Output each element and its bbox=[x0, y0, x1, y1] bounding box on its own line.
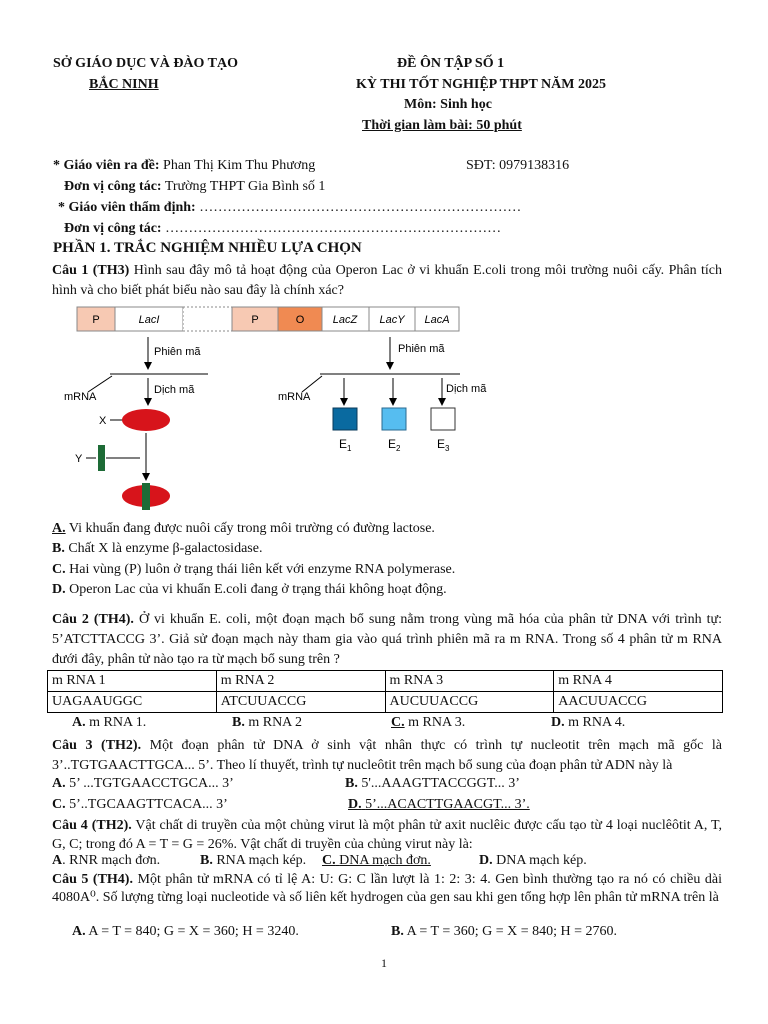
department-title: SỞ GIÁO DỤC VÀ ĐÀO TẠO bbox=[53, 56, 239, 71]
mrna-header-3: m RNA 3 bbox=[385, 671, 554, 692]
e1-label bbox=[339, 437, 352, 453]
q2-option-a bbox=[72, 715, 146, 731]
question-4-text: Vật chất di truyền của một chủng virut là một phân tử axit nuclêic được cấu tạo từ 4 loại nuclêôtit A, T, G, C; trong đó A = T = G = 26%. Vật chất di truyền của chủng virut này là: bbox=[52, 818, 723, 852]
q4-option-b-text: RNA mạch kép. bbox=[216, 853, 307, 868]
e1-letter: E bbox=[339, 437, 348, 451]
gene-label-lacy: LacY bbox=[379, 314, 405, 326]
q2-option-d-key: D. bbox=[551, 715, 565, 730]
e1-subscript: 1 bbox=[347, 444, 352, 453]
mrna-header-1: m RNA 1 bbox=[48, 671, 217, 692]
q4-option-c bbox=[322, 853, 431, 869]
unit2-line bbox=[64, 221, 501, 237]
q3-option-c bbox=[52, 797, 228, 813]
page-number: 1 bbox=[381, 956, 387, 970]
q4-option-d-key: D. bbox=[479, 853, 493, 868]
question-5 bbox=[52, 871, 722, 907]
mrna-value-2: ATCUUACCG bbox=[216, 692, 385, 713]
q2-option-d bbox=[551, 715, 625, 731]
reviewer-dots: …………………………………………………………… bbox=[199, 200, 522, 215]
right-transcription-arrowhead bbox=[386, 362, 394, 370]
question-2-label: Câu 2 (TH4). bbox=[52, 612, 134, 627]
question-2 bbox=[52, 610, 722, 670]
mrna-table-value-row bbox=[48, 692, 723, 713]
e2-arrowhead bbox=[389, 398, 397, 406]
question-3-text: Một đoạn phân tử DNA ở sinh vật nhân thực có trình tự nucleotit trên mạch mã gốc là 3’..TGTGAACTTGCA... 5’. Theo lí thuyết, trình tự nucleôtit trên mạch bổ sung của đoạn phân tử ADN này là bbox=[52, 738, 722, 773]
mrna-value-1: UAGAAUGGC bbox=[48, 692, 217, 713]
reviewer-line bbox=[58, 200, 521, 216]
operon-lac-diagram bbox=[50, 300, 510, 515]
teacher-line bbox=[53, 158, 315, 174]
q3-option-d bbox=[348, 797, 530, 813]
question-1-label: Câu 1 (TH3) bbox=[52, 263, 130, 278]
q3-option-b-text: 5'...AAAGTTACCGGT... 3’ bbox=[361, 776, 520, 791]
q5-option-b bbox=[391, 924, 617, 940]
q1-option-c-key: C. bbox=[52, 562, 66, 577]
q1-option-d-key: D. bbox=[52, 582, 66, 597]
q5-option-b-text: A = T = 360; G = X = 840; H = 2760. bbox=[406, 924, 618, 939]
question-1 bbox=[52, 261, 722, 301]
e3-letter: E bbox=[437, 437, 446, 451]
inducer-y bbox=[98, 445, 105, 471]
section-title: PHẦN 1. TRẮC NGHIỆM NHIỀU LỰA CHỌN bbox=[53, 240, 362, 256]
e1-arrowhead bbox=[340, 398, 348, 406]
e3-label bbox=[437, 437, 450, 453]
gene-label-o: O bbox=[295, 314, 305, 326]
mrna-table-header-row bbox=[48, 671, 723, 692]
q2-option-a-key: A. bbox=[72, 715, 86, 730]
left-transcription-label: Phiên mã bbox=[154, 346, 201, 358]
q1-option-c bbox=[52, 562, 455, 578]
q4-option-a-text: . RNR mạch đơn. bbox=[62, 853, 161, 868]
left-transcription-arrowhead bbox=[144, 362, 152, 370]
q2-option-c bbox=[391, 715, 465, 731]
q5-option-a-key: A. bbox=[72, 924, 86, 939]
unit2-dots: ……………………………………………………………… bbox=[165, 221, 502, 236]
q1-option-c-text: Hai vùng (P) luôn ở trạng thái liên kết với enzyme RNA polymerase. bbox=[69, 562, 456, 577]
q5-option-a-text: A = T = 840; G = X = 360; H = 3240. bbox=[88, 924, 299, 939]
q4-option-d bbox=[479, 853, 587, 869]
q4-option-b bbox=[200, 853, 306, 869]
q1-option-a-text: Vi khuẩn đang được nuôi cấy trong môi trường có đường lactose. bbox=[68, 521, 435, 536]
gene-spacer bbox=[183, 307, 232, 331]
exam-title: KỲ THI TỐT NGHIỆP THPT NĂM 2025 bbox=[356, 77, 606, 92]
unit-label: Đơn vị công tác: bbox=[64, 179, 162, 194]
q2-option-c-key: C. bbox=[391, 715, 405, 730]
e3-subscript: 3 bbox=[445, 444, 450, 453]
gene-label-laca: LacA bbox=[424, 314, 450, 326]
q4-option-c-text: DNA mạch đơn. bbox=[339, 853, 431, 868]
enzyme-e2 bbox=[382, 408, 406, 430]
province-title: BẮC NINH bbox=[89, 77, 159, 92]
q1-option-b bbox=[52, 541, 262, 557]
q2-option-b-text: m RNA 2 bbox=[248, 715, 303, 730]
gene-label-lacz: LacZ bbox=[332, 314, 358, 326]
q2-option-d-text: m RNA 4. bbox=[568, 715, 626, 730]
exam-number: ĐỀ ÔN TẬP SỐ 1 bbox=[397, 56, 505, 71]
repressor-protein-x bbox=[122, 409, 170, 431]
mrna-header-4: m RNA 4 bbox=[554, 671, 723, 692]
q1-option-b-text: Chất X là enzyme β-galactosidase. bbox=[68, 541, 263, 556]
q2-option-b bbox=[232, 715, 302, 731]
e2-letter: E bbox=[388, 437, 397, 451]
left-mrna-label: mRNA bbox=[64, 391, 97, 403]
q3-option-a-text: 5’ ...TGTGAACCTGCA... 3’ bbox=[69, 776, 234, 791]
e2-subscript: 2 bbox=[396, 444, 401, 453]
q3-option-c-text: 5’..TGCAAGTTCACA... 3’ bbox=[69, 797, 228, 812]
question-1-text: Hình sau đây mô tả hoạt động của Operon Lac ở vi khuẩn E.coli trong môi trường nuôi cấy. Phân tích hình và cho biết phát biểu nào sau đây là chính xác? bbox=[52, 263, 723, 298]
teacher-name: Phan Thị Kim Thu Phương bbox=[163, 158, 316, 173]
e2-label bbox=[388, 437, 401, 453]
left-translation-label: Dịch mã bbox=[154, 384, 195, 396]
left-mrna-pointer bbox=[88, 376, 112, 392]
q4-option-a-key: A bbox=[52, 853, 63, 868]
mrna-table bbox=[47, 670, 723, 713]
right-transcription-label: Phiên mã bbox=[398, 343, 445, 355]
right-translation-label: Dịch mã bbox=[446, 383, 487, 395]
mrna-value-4: AACUUACCG bbox=[554, 692, 723, 713]
unit-line bbox=[64, 179, 325, 195]
q3-option-d-text: 5’...ACACTTGAACGT... 3’. bbox=[365, 797, 530, 812]
right-mrna-pointer bbox=[302, 376, 322, 392]
enzyme-e1 bbox=[333, 408, 357, 430]
q3-option-b-key: B. bbox=[345, 776, 358, 791]
enzyme-e3 bbox=[431, 408, 455, 430]
q3-option-a bbox=[52, 776, 234, 792]
q3-option-d-key: D. bbox=[348, 797, 362, 812]
q2-option-b-key: B. bbox=[232, 715, 245, 730]
x-label: X bbox=[99, 415, 107, 427]
left-translation-arrowhead bbox=[144, 398, 152, 406]
mrna-value-3: AUCUUACCG bbox=[385, 692, 554, 713]
gene-label-laci: LacI bbox=[138, 314, 160, 326]
q1-option-a bbox=[52, 521, 435, 537]
complex-inducer bbox=[142, 483, 150, 510]
teacher-label: * Giáo viên ra đề: bbox=[53, 158, 160, 173]
q4-option-a bbox=[52, 853, 160, 869]
unit2-label: Đơn vị công tác: bbox=[64, 221, 162, 236]
subject: Môn: Sinh học bbox=[404, 97, 492, 112]
q5-option-a bbox=[72, 924, 299, 940]
phone: SĐT: 0979138316 bbox=[466, 158, 570, 173]
q3-option-c-key: C. bbox=[52, 797, 66, 812]
q1-option-d bbox=[52, 582, 447, 598]
gene-label-p-left: P bbox=[92, 314, 100, 326]
right-mrna-label: mRNA bbox=[278, 391, 311, 403]
q1-option-d-text: Operon Lac của vi khuẩn E.coli đang ở trạng thái không hoạt động. bbox=[69, 582, 447, 597]
mrna-header-2: m RNA 2 bbox=[216, 671, 385, 692]
q5-option-b-key: B. bbox=[391, 924, 404, 939]
question-2-text: Ở vi khuẩn E. coli, một đoạn mạch bổ sung nằm trong vùng mã hóa của phân tử DNA với trình tự: 5’ATCTTACCG 3’. Giả sử đoạn mạch này tham gia vào quá trình phiên mã ra m RNA. Trong số 4 phân tử m RNA đưới đây, phân tử nào tạo ra từ mạch bổ sung trên ? bbox=[52, 612, 723, 667]
q4-option-d-text: DNA mạch kép. bbox=[496, 853, 587, 868]
question-5-text: Một phân tử mRNA có tỉ lệ A: U: G: C lần lượt là 1: 2: 3: 4. Gen bình thường tạo ra nó có chiều dài 4080A⁰. Số lượng từng loại nucleotide và số liên kết hydrogen của gen sau khi gen tổng hợp lên phân tử mRNA trên là bbox=[52, 872, 723, 905]
q1-option-b-key: B. bbox=[52, 541, 65, 556]
y-label: Y bbox=[75, 453, 83, 465]
e3-arrowhead bbox=[438, 398, 446, 406]
question-4 bbox=[52, 816, 722, 854]
gene-label-p-right: P bbox=[251, 314, 259, 326]
question-5-label: Câu 5 (TH4). bbox=[52, 872, 133, 887]
q2-option-a-text: m RNA 1. bbox=[89, 715, 147, 730]
q4-option-c-key: C. bbox=[322, 853, 336, 868]
q4-option-b-key: B. bbox=[200, 853, 213, 868]
x-binding-arrowhead bbox=[142, 473, 150, 481]
q3-option-b bbox=[345, 776, 520, 792]
question-3-label: Câu 3 (TH2). bbox=[52, 738, 142, 753]
time-limit: Thời gian làm bài: 50 phút bbox=[362, 118, 522, 133]
question-4-label: Câu 4 (TH2). bbox=[52, 818, 132, 833]
q1-option-a-key: A. bbox=[52, 521, 66, 536]
reviewer-label: * Giáo viên thẩm định: bbox=[58, 200, 196, 215]
q2-option-c-text: m RNA 3. bbox=[408, 715, 466, 730]
q3-option-a-key: A. bbox=[52, 776, 66, 791]
question-3 bbox=[52, 736, 722, 776]
unit-value: Trường THPT Gia Bình số 1 bbox=[164, 179, 326, 194]
